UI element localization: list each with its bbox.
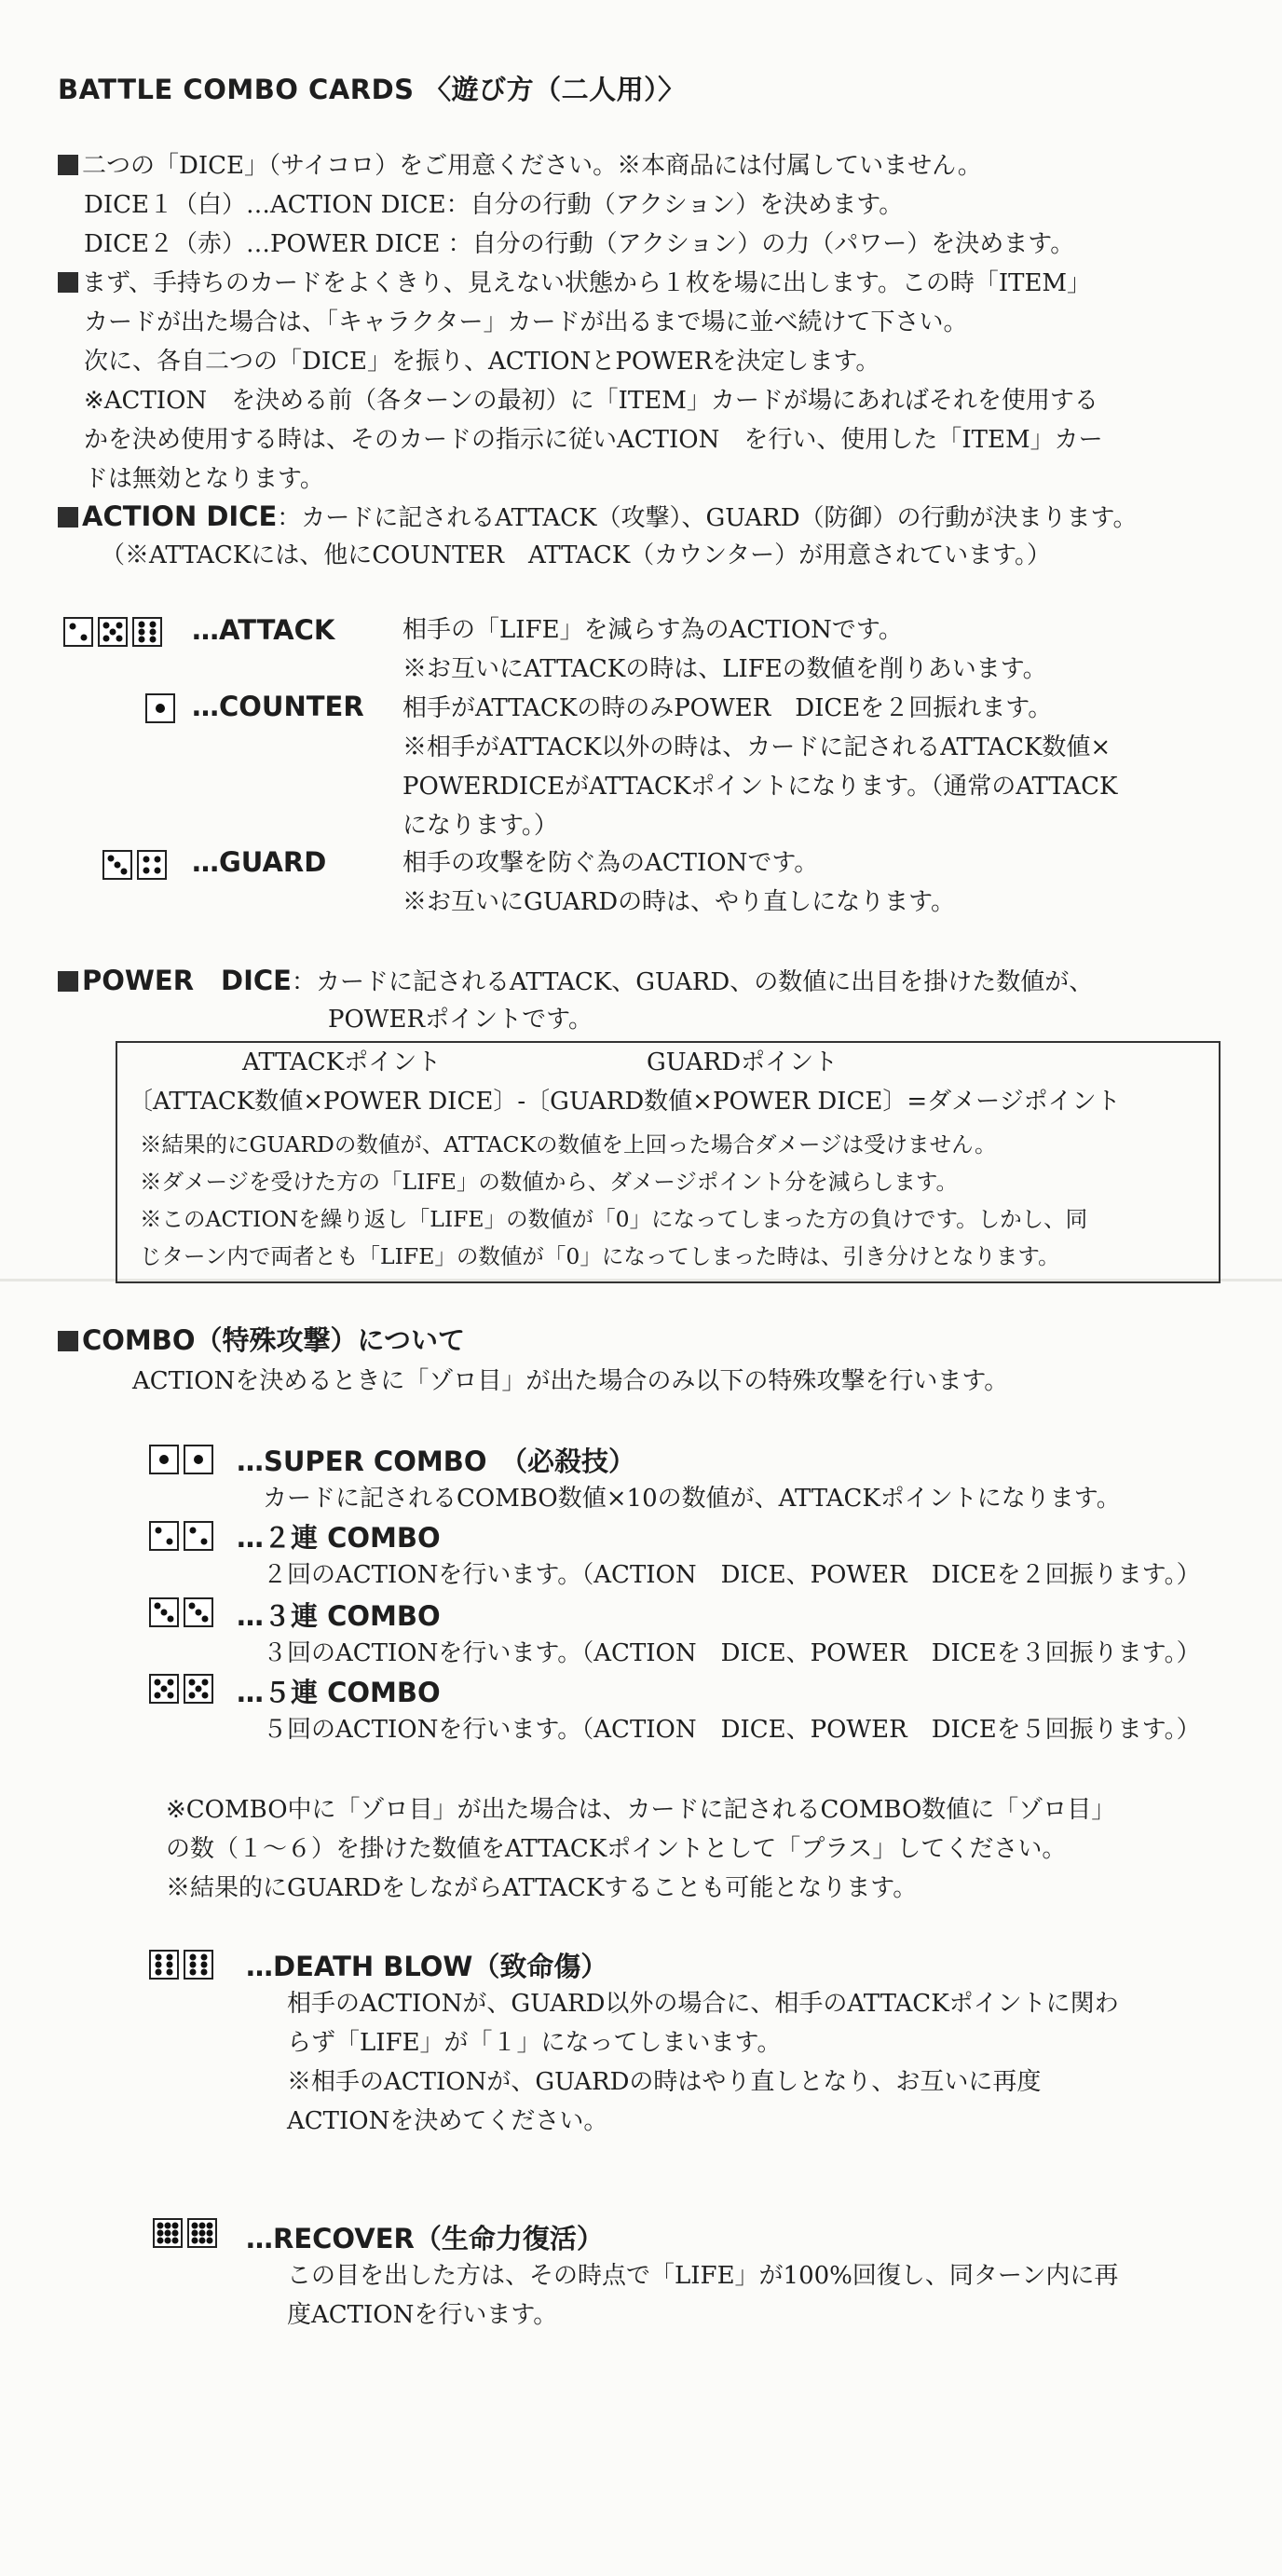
die-pip — [150, 622, 157, 628]
die-pip — [202, 1616, 209, 1623]
die-pip — [115, 862, 121, 869]
combo-3-label: …３連 COMBO — [237, 1600, 441, 1632]
die-pip — [196, 1686, 202, 1692]
guard-desc-1: 相手の攻撃を防ぐ為のACTIONです。 — [402, 849, 819, 877]
die-pip — [150, 636, 157, 642]
dice-3-combo — [149, 1597, 213, 1627]
power-dice-desc-2: POWERポイントです。 — [328, 1006, 593, 1034]
dice-5-combo — [149, 1674, 213, 1704]
combo-note-1: ※COMBO中に「ゾロ目」が出た場合は、カードに記されるCOMBO数値に「ゾロ目」 — [166, 1796, 1116, 1824]
die-pip — [121, 869, 128, 875]
intro-line-5: ※ACTION を決める前（各ターンの最初）に「ITEM」カードが場にあればそれを使用する — [84, 387, 1098, 415]
bullet-square-icon — [58, 155, 78, 175]
combo-note-3: ※結果的にGUARDをしながらATTACKすることも可能となります。 — [166, 1874, 918, 1902]
die-pip — [171, 2223, 178, 2229]
die-pip — [194, 1455, 203, 1464]
die-pip — [155, 1954, 161, 1961]
die-pip — [168, 1692, 174, 1699]
power-note-3: ※このACTIONを繰り返し「LIFE」の数値が「0」になってしまった方の負けです。しかし、同 — [140, 1206, 1088, 1232]
power-note-2: ※ダメージを受けた方の「LIFE」の数値から、ダメージポイント分を減らします。 — [140, 1169, 959, 1195]
die-face-3-icon — [102, 850, 132, 880]
die-pip — [138, 636, 144, 642]
die-pip — [155, 1962, 161, 1968]
die-face-3-icon — [149, 1597, 179, 1627]
death-blow-desc-3: ※相手のACTIONが、GUARDの時はやり直しとなり、お互いに再度 — [287, 2068, 1042, 2096]
intro-line-4: 次に、各自二つの「DICE」を振り、ACTIONとPOWERを決定します。 — [84, 348, 880, 376]
die-face-9-icon — [187, 2218, 217, 2248]
die-pip — [202, 1692, 209, 1699]
die-pip — [168, 1616, 174, 1623]
die-pip — [189, 1679, 196, 1686]
die-face-1-icon — [145, 693, 175, 723]
die-pip — [201, 1954, 208, 1961]
die-pip — [171, 2237, 178, 2243]
die-face-1-icon — [149, 1445, 179, 1474]
recover-desc-2: 度ACTIONを行います。 — [287, 2301, 558, 2329]
die-face-6-icon — [184, 1950, 213, 1980]
dice-2-combo — [149, 1521, 213, 1551]
die-pip — [201, 1968, 208, 1975]
die-face-5-icon — [184, 1674, 213, 1704]
die-pip — [161, 1686, 168, 1692]
die-pip — [155, 856, 161, 862]
action-dice-note: （※ATTACKには、他にCOUNTER ATTACK（カウンター）が用意されています。） — [101, 541, 1052, 569]
bullet-square-icon — [58, 971, 78, 992]
die-pip — [155, 1968, 161, 1975]
counter-desc-4: になります。） — [402, 812, 558, 840]
combo-3-desc: ３回のACTIONを行います。（ACTION DICE、POWER DICEを３回振ります。） — [263, 1639, 1201, 1667]
die-face-3-icon — [184, 1597, 213, 1627]
attack-label: …ATTACK — [192, 614, 335, 646]
die-pip — [116, 636, 123, 642]
die-pip — [159, 1455, 169, 1464]
die-pip — [206, 2223, 212, 2229]
death-blow-desc-2: らず「LIFE」が「１」になってしまいます。 — [287, 2029, 782, 2057]
die-pip — [206, 2230, 212, 2237]
dice-attack-faces — [63, 617, 162, 647]
guard-label: …GUARD — [192, 846, 327, 878]
die-pip — [143, 868, 149, 874]
counter-desc-2: ※相手がATTACK以外の時は、カードに記されるATTACK数値× — [402, 733, 1112, 761]
die-pip — [189, 1954, 196, 1961]
die-pip — [202, 1679, 209, 1686]
die-pip — [165, 2230, 171, 2237]
die-pip — [157, 2223, 164, 2229]
die-pip — [165, 2223, 171, 2229]
die-pip — [167, 1968, 173, 1975]
die-pip — [155, 1603, 161, 1610]
die-pip — [201, 1962, 208, 1968]
die-face-5-icon — [98, 617, 128, 647]
dice-counter-faces — [145, 693, 175, 723]
dice-death-blow — [149, 1950, 213, 1980]
bullet-square-icon — [58, 272, 78, 293]
die-pip — [155, 1679, 161, 1686]
attack-desc-2: ※お互いにATTACKの時は、LIFEの数値を削りあいます。 — [402, 655, 1047, 683]
die-pip — [143, 856, 149, 862]
die-pip — [189, 1968, 196, 1975]
combo-2-desc: ２回のACTIONを行います。（ACTION DICE、POWER DICEを２回振ります。） — [263, 1561, 1201, 1589]
die-pip — [189, 1692, 196, 1699]
die-face-6-icon — [149, 1950, 179, 1980]
power-note-4: じターン内で両者とも「LIFE」の数値が「0」になってしまった時は、引き分けとなります。 — [140, 1243, 1060, 1269]
die-pip — [171, 2230, 178, 2237]
die-face-1-icon — [184, 1445, 213, 1474]
intro-dice1: DICE１（白）…ACTION DICE：自分の行動（アクション）を決めます。 — [84, 191, 904, 219]
combo-note-2: の数（１～６）を掛けた数値をATTACKポイントとして「プラス」してください。 — [166, 1835, 1067, 1863]
page-title: BATTLE COMBO CARDS 〈遊び方（二人用）〉 — [58, 74, 686, 105]
combo-5-label: …５連 COMBO — [237, 1677, 441, 1708]
power-note-1: ※結果的にGUARDの数値が、ATTACKの数値を上回った場合ダメージは受けません。 — [140, 1131, 997, 1158]
die-pip — [192, 2230, 198, 2237]
die-face-9-icon — [153, 2218, 183, 2248]
die-pip — [116, 623, 123, 629]
die-pip — [69, 623, 75, 629]
combo-2-label: …２連 COMBO — [237, 1522, 441, 1554]
attack-desc-1: 相手の「LIFE」を減らす為のACTIONです。 — [402, 616, 903, 644]
action-dice-heading: ACTION DICE：カードに記されるATTACK（攻撃）、GUARD（防御）の行動が決まります。 — [58, 498, 1137, 538]
die-pip — [138, 629, 144, 636]
die-pip — [103, 636, 110, 642]
die-pip — [199, 2237, 206, 2243]
die-face-4-icon — [137, 850, 167, 880]
die-pip — [81, 635, 88, 641]
intro-line-6: かを決め使用する時は、そのカードの指示に従いACTION を行い、使用した「ITEM」カー — [84, 426, 1103, 454]
guard-desc-2: ※お互いにGUARDの時は、やり直しになります。 — [402, 888, 956, 916]
power-dice-heading: POWER DICE：カードに記されるATTACK、GUARD、の数値に出目を掛けた数値が、 — [58, 962, 1093, 1002]
death-blow-desc-4: ACTIONを決めてください。 — [287, 2107, 608, 2135]
die-pip — [165, 2237, 171, 2243]
die-pip — [189, 1962, 196, 1968]
die-pip — [161, 1610, 168, 1616]
counter-label: …COUNTER — [192, 691, 364, 722]
combo-5-desc: ５回のACTIONを行います。（ACTION DICE、POWER DICEを５回振ります。） — [263, 1716, 1201, 1744]
death-blow-desc-1: 相手のACTIONが、GUARD以外の場合に、相手のATTACKポイントに関わ — [287, 1990, 1119, 2018]
die-pip — [167, 1954, 173, 1961]
die-pip — [155, 1527, 161, 1533]
die-pip — [155, 1692, 161, 1699]
die-pip — [201, 1539, 208, 1545]
die-pip — [168, 1679, 174, 1686]
die-pip — [199, 2230, 206, 2237]
die-pip — [110, 629, 116, 636]
dice-guard-faces — [102, 850, 167, 880]
bullet-square-icon — [58, 507, 78, 528]
recover-label: …RECOVER（生命力復活） — [246, 2223, 604, 2254]
die-pip — [189, 1603, 196, 1610]
combo-heading: COMBO（特殊攻撃）について — [58, 1322, 465, 1362]
die-pip — [167, 1962, 173, 1968]
die-pip — [199, 2223, 206, 2229]
die-pip — [156, 704, 165, 713]
die-face-2-icon — [63, 617, 93, 647]
intro-line-1: 二つの「DICE」（サイコロ）をご用意ください。※本商品には付属していません。 — [58, 147, 982, 185]
bullet-square-icon — [58, 1331, 78, 1351]
die-pip — [167, 1539, 173, 1545]
intro-line-2: まず、手持ちのカードをよくきり、見えない状態から１枚を場に出します。この時「ITEM」 — [58, 265, 1091, 303]
attack-point-label: ATTACKポイント — [242, 1048, 442, 1076]
die-pip — [155, 868, 161, 874]
intro-line-7: ドは無効となります。 — [84, 465, 324, 493]
die-pip — [150, 629, 157, 636]
die-pip — [192, 2223, 198, 2229]
die-face-5-icon — [149, 1674, 179, 1704]
die-pip — [196, 1610, 202, 1616]
super-combo-label: …SUPER COMBO （必殺技） — [237, 1446, 635, 1477]
die-pip — [157, 2230, 164, 2237]
die-pip — [103, 623, 110, 629]
dice-recover — [153, 2218, 217, 2248]
die-pip — [138, 622, 144, 628]
die-pip — [108, 856, 115, 862]
intro-dice2: DICE２（赤）…POWER DICE ：自分の行動（アクション）の力（パワー）を決めます。 — [84, 230, 1075, 258]
die-pip — [189, 1527, 196, 1533]
damage-formula: 〔ATTACK数値×POWER DICE〕-〔GUARD数値×POWER DICE〕=ダメージポイント — [129, 1088, 1121, 1116]
die-face-6-icon — [132, 617, 162, 647]
die-face-2-icon — [149, 1521, 179, 1551]
counter-desc-1: 相手がATTACKの時のみPOWER DICEを２回振れます。 — [402, 694, 1053, 722]
recover-desc-1: この目を出した方は、その時点で「LIFE」が100%回復し、同ターン内に再 — [287, 2262, 1119, 2290]
intro-line-3: カードが出た場合は、「キャラクター」カードが出るまで場に並べ続けて下さい。 — [84, 308, 968, 336]
die-pip — [206, 2237, 212, 2243]
guard-point-label: GUARDポイント — [647, 1048, 839, 1076]
die-pip — [192, 2237, 198, 2243]
die-face-2-icon — [184, 1521, 213, 1551]
death-blow-label: …DEATH BLOW（致命傷） — [246, 1951, 608, 1982]
die-pip — [157, 2237, 164, 2243]
counter-desc-3: POWERDICEがATTACKポイントになります。（通常のATTACK — [402, 773, 1118, 801]
dice-super-combo — [149, 1445, 213, 1474]
super-combo-desc: カードに記されるCOMBO数値×10の数値が、ATTACKポイントになります。 — [263, 1485, 1121, 1513]
combo-intro: ACTIONを決めるときに「ゾロ目」が出た場合のみ以下の特殊攻撃を行います。 — [132, 1367, 1009, 1395]
